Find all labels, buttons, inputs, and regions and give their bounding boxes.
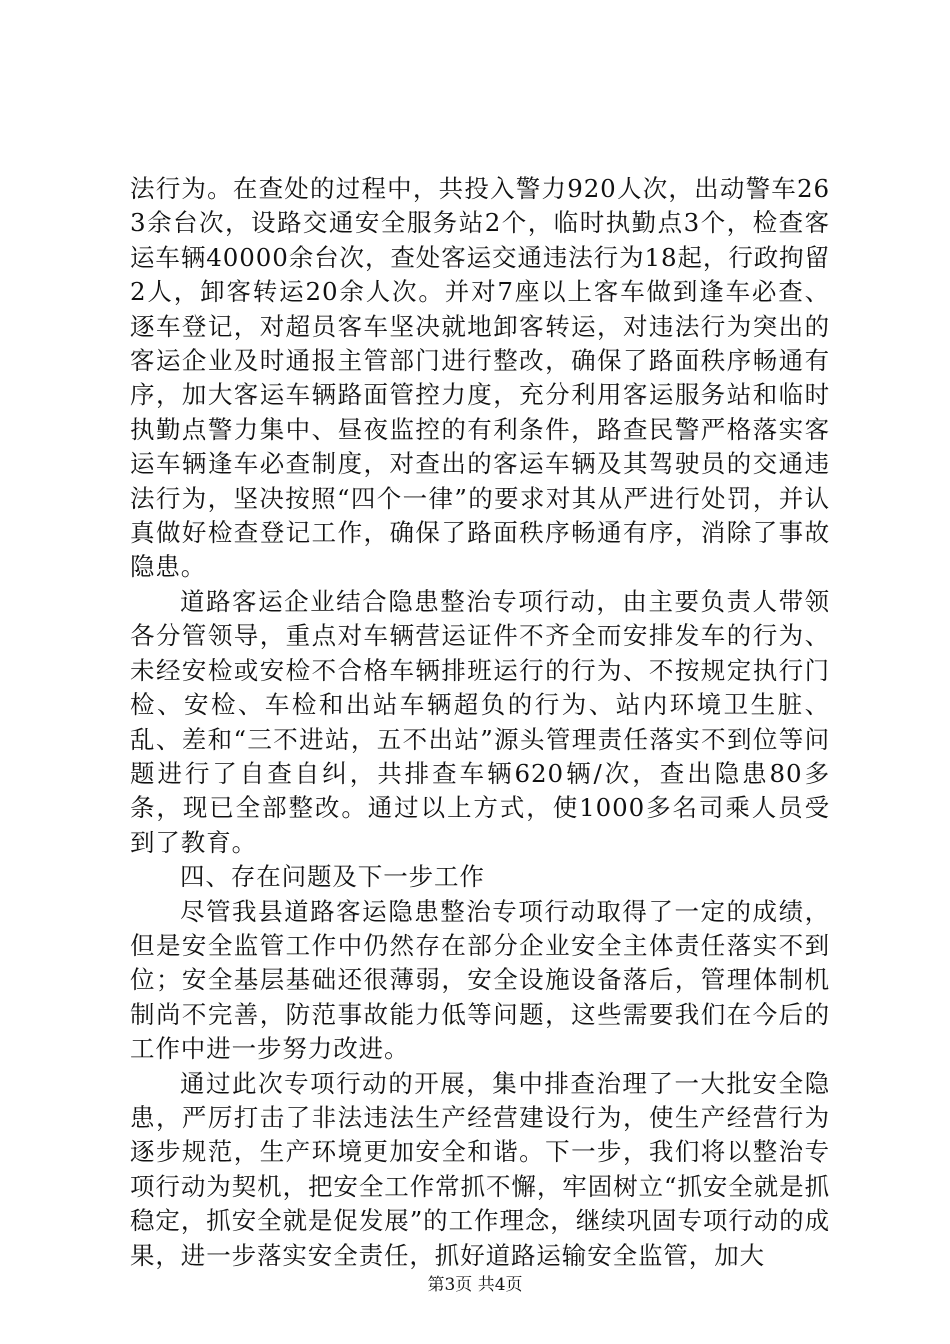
page-number-footer: 第3页 共4页 [427, 1275, 523, 1295]
paragraph-existing-problems: 尽管我县道路客运隐患整治专项行动取得了一定的成绩，但是安全监管工作中仍然存在部分企业安全主体责任落实不到位；安全基层基础还很薄弱，安全设施设备落后，管理体制机制尚不完善，防范事故能力低等问题，这些需要我们在今后的工作中进一步努力改进。 [130, 896, 830, 1064]
paragraph-next-steps: 通过此次专项行动的开展，集中排查治理了一大批安全隐患，严厉打击了非法违法生产经营建设行为，使生产经营行为逐步规范，生产环境更加安全和谐。下一步，我们将以整治专项行动为契机，把安全工作常抓不懈，牢固树立“抓安全就是抓稳定，抓安全就是促发展”的工作理念，继续巩固专项行动的成果，进一步落实安全责任，抓好道路运输安全监管，加大 [130, 1068, 830, 1270]
paragraph-enterprise-self-inspection: 道路客运企业结合隐患整治专项行动，由主要负责人带领各分管领导，重点对车辆营运证件不齐全而安排发车的行为、未经安检或安检不合格车辆排班运行的行为、不按规定执行门检、安检、车检和出站车辆超负的行为、站内环境卫生脏、乱、差和“三不进站，五不出站”源头管理责任落实不到位等问题进行了自查自纠，共排查车辆620辆/次，查出隐患80多条，现已全部整改。通过以上方式，使1000多名司乘人员受到了教育。 [130, 586, 830, 857]
section-heading-problems-next-steps: 四、存在问题及下一步工作 [180, 862, 485, 892]
paragraph-enforcement-results: 法行为。在查处的过程中，共投入警力920人次，出动警车263余台次，设路交通安全服务站2个，临时执勤点3个，检查客运车辆40000余台次，查处客运交通违法行为18起，行政拘留2人，卸客转运20余人次。并对7座以上客车做到逢车必查、逐车登记，对超员客车坚决就地卸客转运，对违法行为突出的客运企业及时通报主管部门进行整改，确保了路面秩序畅通有序，加大客运车辆路面管控力度，充分利用客运服务站和临时执勤点警力集中、昼夜监控的有利条件，路查民警严格落实客运车辆逢车必查制度，对查出的客运车辆及其驾驶员的交通违法行为，坚决按照“四个一律”的要求对其从严进行处罚，并认真做好检查登记工作，确保了路面秩序畅通有序，消除了事故隐患。 [130, 174, 830, 582]
document-body [130, 172, 830, 1273]
